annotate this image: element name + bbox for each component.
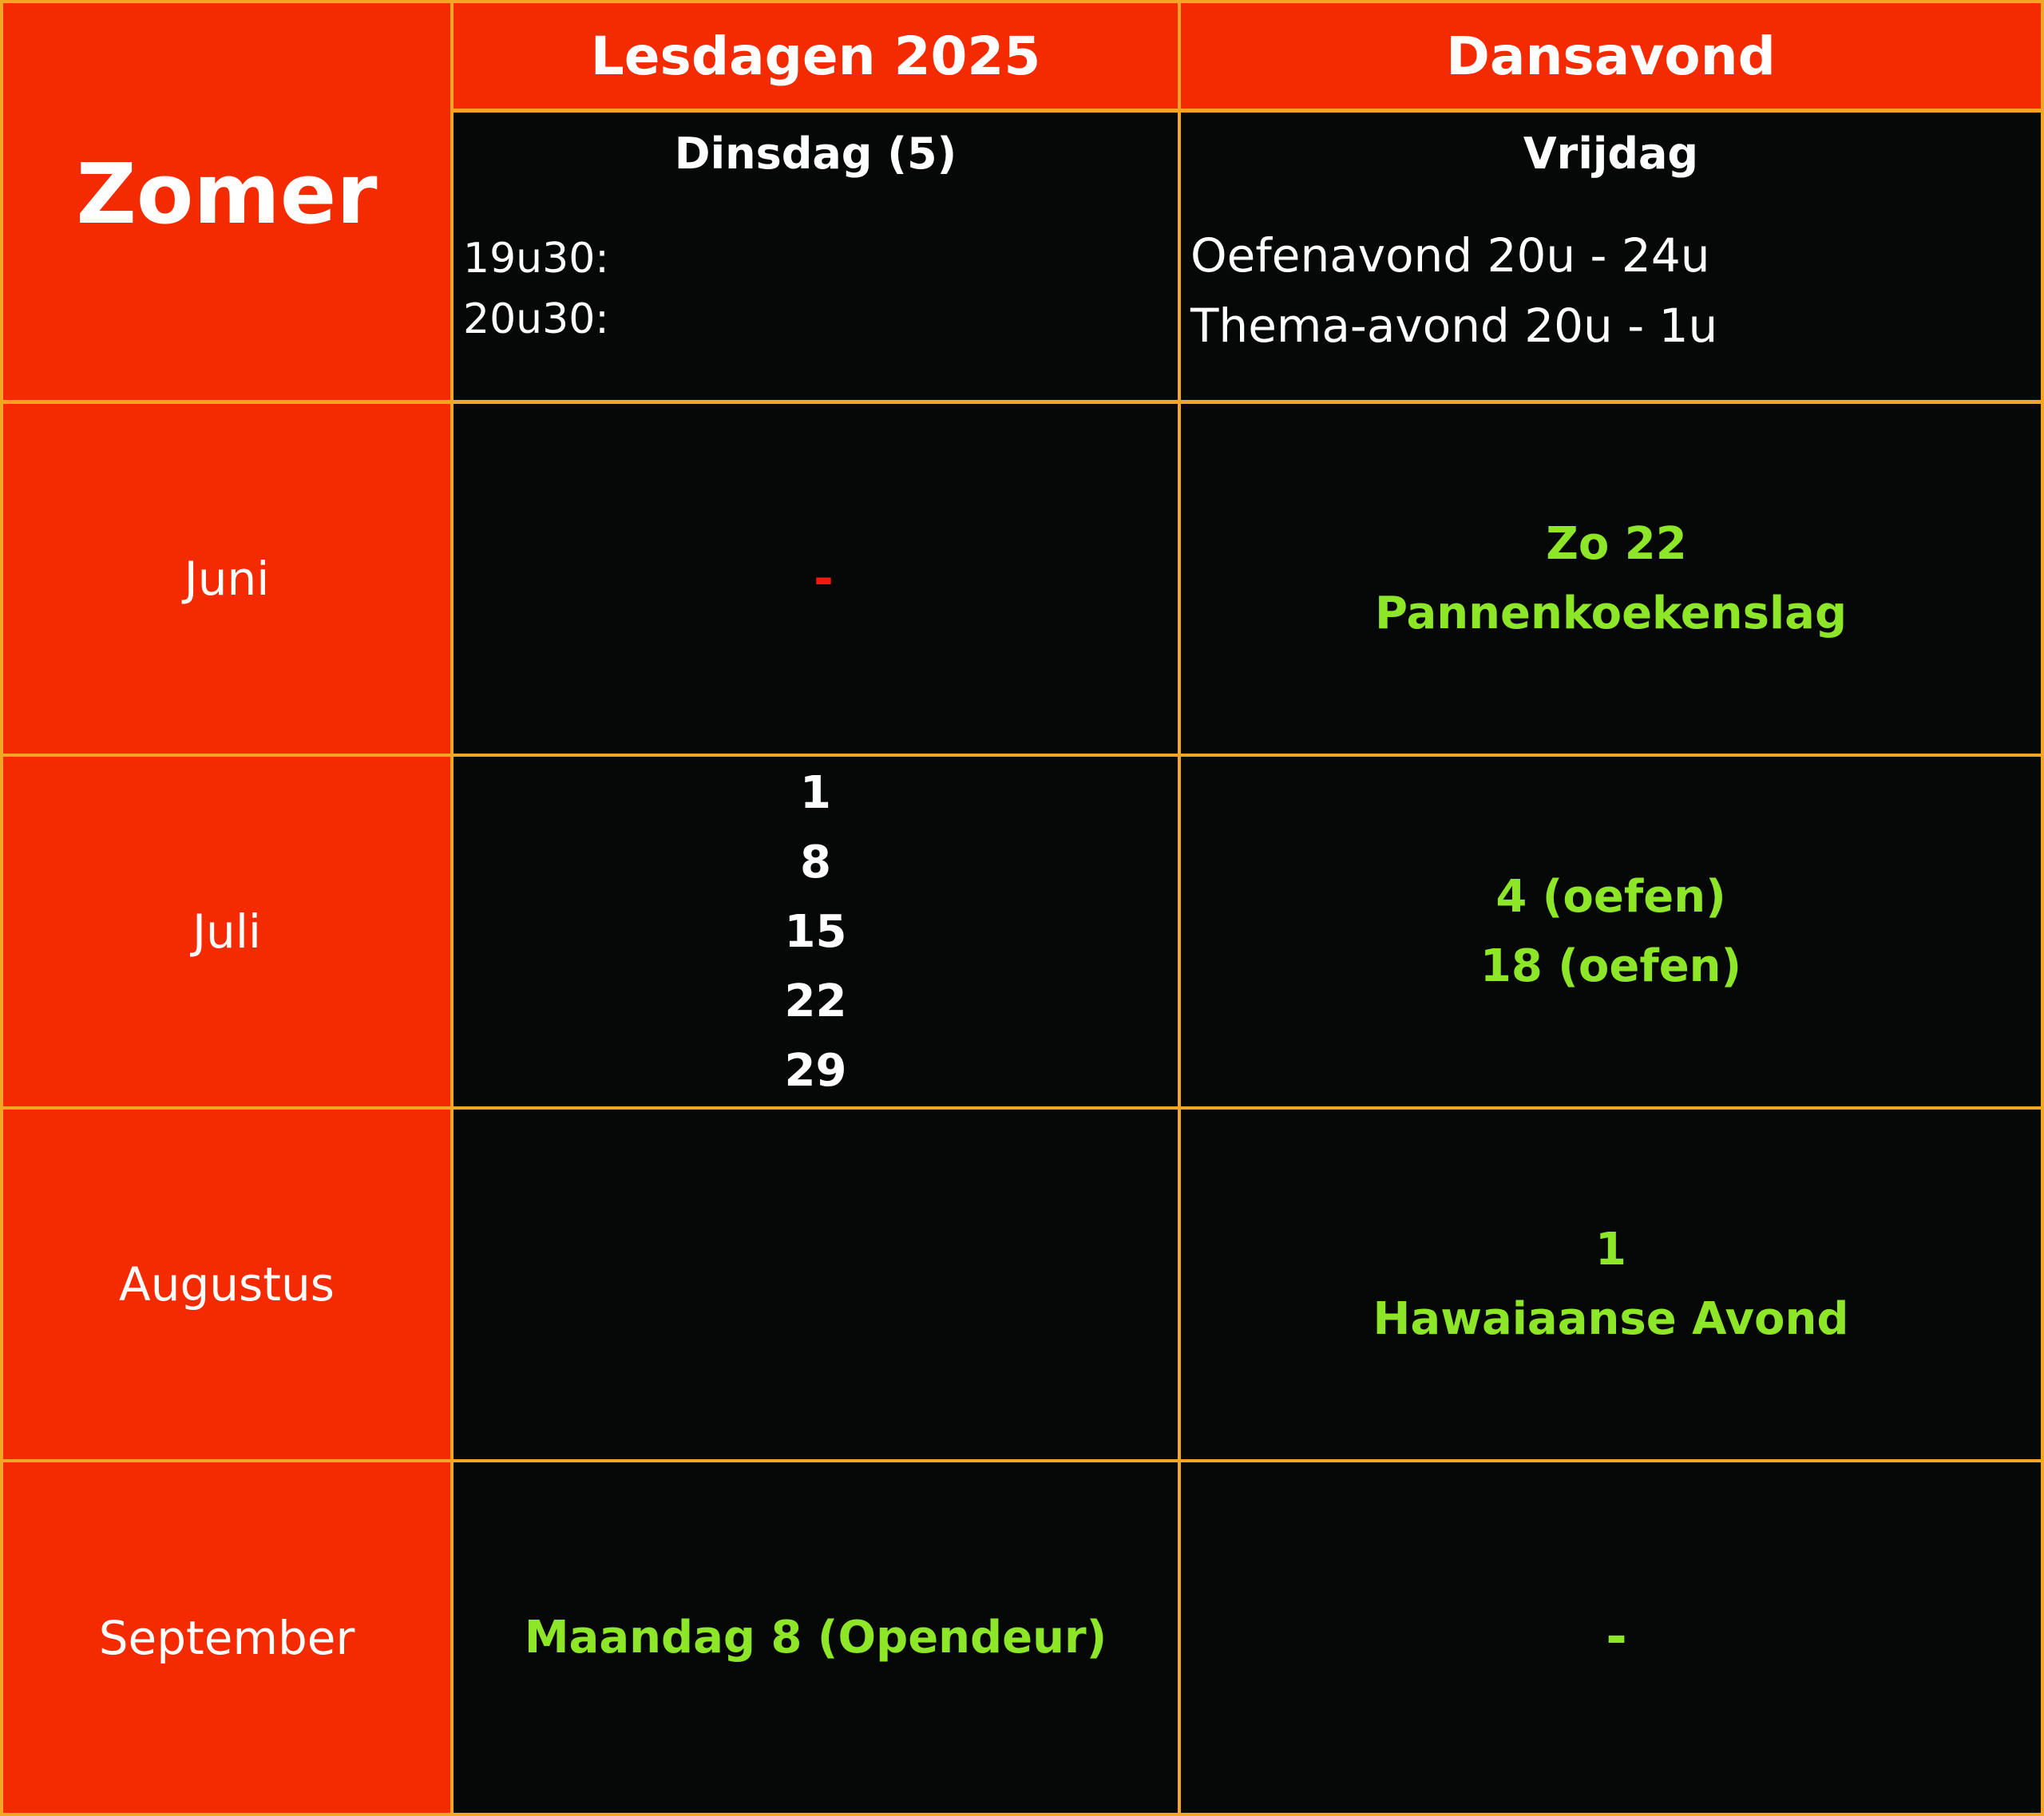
month-juli-label: Juli: [192, 904, 262, 959]
dansavond-times: [1181, 220, 2041, 361]
dansavond-time-1: Oefenavond 20u - 24u: [1190, 228, 1710, 283]
juli-dansavond-line-1: 4 (oefen): [1495, 871, 1726, 923]
header-dansavond: [1181, 3, 2041, 109]
augustus-dansavond-line-2: Hawaiaanse Avond: [1373, 1293, 1849, 1345]
month-juli: [3, 757, 450, 1106]
subheader-lesdagen: [454, 113, 1178, 400]
lesdagen-times: [454, 228, 1178, 350]
augustus-dansavond-line-1: 1: [1595, 1224, 1626, 1276]
header-lesdagen: [454, 3, 1178, 109]
month-juni: [3, 404, 450, 754]
header-lesdagen-text: Lesdagen 2025: [590, 25, 1041, 87]
juli-lesdag-2: 8: [800, 836, 831, 888]
month-augustus: [3, 1110, 450, 1459]
month-augustus-label: Augustus: [119, 1257, 335, 1312]
augustus-dansavond: [1181, 1110, 2041, 1459]
juli-lesdag-1: 1: [800, 766, 831, 819]
juli-lesdagen: [454, 757, 1178, 1106]
juni-dansavond-line-2: Pannenkoekenslag: [1374, 588, 1848, 639]
month-juni-label: Juni: [184, 552, 270, 606]
augustus-lesdagen: [454, 1110, 1178, 1459]
juni-lesdagen: [454, 404, 1178, 754]
juli-dansavond-line-2: 18 (oefen): [1480, 940, 1742, 992]
subheader-dansavond-day: Vrijdag: [1523, 129, 1699, 179]
juni-dansavond: [1181, 404, 2041, 754]
juli-dansavond: [1181, 757, 2041, 1106]
september-lesdagen-value: Maandag 8 (Opendeur): [524, 1612, 1107, 1664]
september-lesdagen: [454, 1462, 1178, 1813]
month-september: [3, 1462, 450, 1813]
juli-lesdag-5: 29: [784, 1044, 847, 1097]
subheader-dansavond: [1181, 113, 2041, 400]
september-dansavond-value: -: [1606, 1608, 1627, 1667]
juni-dansavond-line-1: Zo 22: [1546, 518, 1687, 570]
season-label: [3, 3, 450, 400]
subheader-lesdagen-day: Dinsdag (5): [674, 129, 957, 179]
lesdagen-time-1: 19u30:: [463, 235, 609, 283]
dansavond-time-2: Thema-avond 20u - 1u: [1190, 299, 1718, 353]
juli-lesdag-4: 22: [784, 975, 847, 1027]
month-september-label: September: [98, 1610, 355, 1665]
juli-lesdag-3: 15: [784, 905, 847, 958]
header-dansavond-text: Dansavond: [1446, 25, 1776, 87]
juni-lesdagen-value: -: [814, 551, 834, 607]
lesdagen-time-2: 20u30:: [463, 295, 609, 343]
september-dansavond: [1181, 1462, 2041, 1813]
season-text: Zomer: [76, 144, 378, 243]
